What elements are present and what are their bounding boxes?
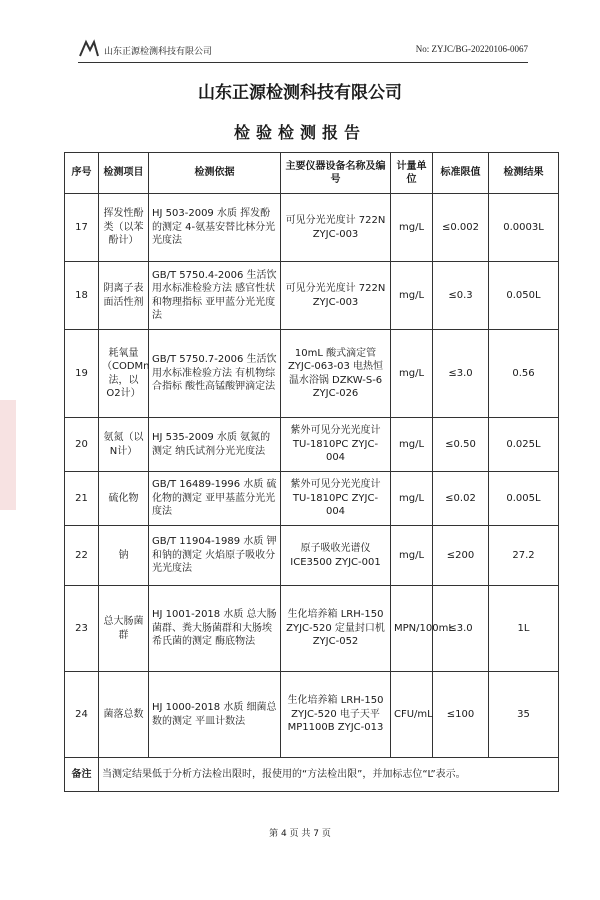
company-logo-icon	[78, 38, 100, 58]
cell-basis: GB/T 5750.4-2006 生活饮用水标准检验方法 感官性状和物理指标 亚甲蓝分光光度法	[149, 262, 281, 330]
cell-seq: 23	[65, 586, 99, 672]
cell-result: 1L	[489, 586, 559, 672]
table-row	[65, 418, 559, 472]
cell-item: 菌落总数	[99, 672, 149, 758]
cell-unit: mg/L	[391, 194, 433, 262]
cell-unit: mg/L	[391, 472, 433, 526]
cell-equipment: 生化培养箱 LRH-150 ZYJC-520 电子天平 MP1100B ZYJC-013	[281, 672, 391, 758]
cell-limit: ≤3.0	[433, 586, 489, 672]
table-row	[65, 586, 559, 672]
cell-equipment: 原子吸收光谱仪 ICE3500 ZYJC-001	[281, 526, 391, 586]
report-number: No: ZYJC/BG-20220106-0067	[415, 44, 528, 54]
cell-seq: 20	[65, 418, 99, 472]
results-table	[64, 152, 559, 792]
cell-item: 总大肠菌群	[99, 586, 149, 672]
cell-equipment: 紫外可见分光光度计 TU-1810PC ZYJC-004	[281, 472, 391, 526]
cell-seq: 24	[65, 672, 99, 758]
cell-result: 0.005L	[489, 472, 559, 526]
cell-result: 0.025L	[489, 418, 559, 472]
cell-limit: ≤0.002	[433, 194, 489, 262]
cell-result: 27.2	[489, 526, 559, 586]
cell-result: 0.0003L	[489, 194, 559, 262]
cell-seq: 17	[65, 194, 99, 262]
cell-basis: HJ 503-2009 水质 挥发酚的测定 4-氨基安替比林分光光度法	[149, 194, 281, 262]
cell-unit: mg/L	[391, 330, 433, 418]
cell-item: 耗氧量（CODMn法，以O2计）	[99, 330, 149, 418]
cell-item: 氨氮（以N计）	[99, 418, 149, 472]
cell-result: 0.56	[489, 330, 559, 418]
table-header-row	[65, 153, 559, 194]
cell-unit: mg/L	[391, 526, 433, 586]
page-header	[78, 38, 528, 64]
col-header-basis: 检测依据	[149, 153, 281, 194]
report-title: 检验检测报告	[233, 123, 366, 142]
remark-label: 备注	[65, 758, 99, 792]
remark-text: 当测定结果低于分析方法检出限时，报使用的“方法检出限”，并加标志位“L”表示。	[99, 758, 559, 792]
cell-basis: HJ 535-2009 水质 氨氮的测定 纳氏试剂分光光度法	[149, 418, 281, 472]
remark-row	[65, 758, 559, 792]
cell-equipment: 生化培养箱 LRH-150 ZYJC-520 定量封口机 ZYJC-052	[281, 586, 391, 672]
col-header-seq: 序号	[65, 153, 99, 194]
table-row	[65, 672, 559, 758]
cell-unit: CFU/mL	[391, 672, 433, 758]
cell-unit: MPN/100mL	[391, 586, 433, 672]
table-row	[65, 262, 559, 330]
cell-equipment: 紫外可见分光光度计 TU-1810PC ZYJC-004	[281, 418, 391, 472]
cell-limit: ≤0.02	[433, 472, 489, 526]
cell-basis: GB/T 11904-1989 水质 钾和钠的测定 火焰原子吸收分光光度法	[149, 526, 281, 586]
header-company-name: 山东正源检测科技有限公司	[104, 47, 213, 57]
cell-limit: ≤0.3	[433, 262, 489, 330]
table-row	[65, 194, 559, 262]
cell-basis: GB/T 5750.7-2006 生活饮用水标准检验方法 有机物综合指标 酸性高锰酸钾滴定法	[149, 330, 281, 418]
cell-equipment: 可见分光光度计 722N ZYJC-003	[281, 194, 391, 262]
table-row	[65, 330, 559, 418]
col-header-result: 检测结果	[489, 153, 559, 194]
col-header-item: 检测项目	[99, 153, 149, 194]
cell-seq: 18	[65, 262, 99, 330]
cell-item: 钠	[99, 526, 149, 586]
table-row	[65, 526, 559, 586]
cell-limit: ≤100	[433, 672, 489, 758]
cell-unit: mg/L	[391, 418, 433, 472]
col-header-limit: 标准限值	[433, 153, 489, 194]
company-title: 山东正源检测科技有限公司	[198, 83, 402, 103]
col-header-equipment: 主要仪器设备名称及编号	[281, 153, 391, 194]
seal-stamp-edge	[0, 400, 16, 510]
cell-limit: ≤200	[433, 526, 489, 586]
col-header-unit: 计量单位	[391, 153, 433, 194]
cell-basis: GB/T 16489-1996 水质 硫化物的测定 亚甲基蓝分光光度法	[149, 472, 281, 526]
cell-limit: ≤3.0	[433, 330, 489, 418]
cell-limit: ≤0.50	[433, 418, 489, 472]
cell-item: 硫化物	[99, 472, 149, 526]
cell-item: 阴离子表面活性剂	[99, 262, 149, 330]
cell-item: 挥发性酚类（以苯酚计）	[99, 194, 149, 262]
cell-equipment: 可见分光光度计 722N ZYJC-003	[281, 262, 391, 330]
cell-unit: mg/L	[391, 262, 433, 330]
table-row	[65, 472, 559, 526]
cell-result: 35	[489, 672, 559, 758]
cell-basis: HJ 1000-2018 水质 细菌总数的测定 平皿计数法	[149, 672, 281, 758]
page-number: 第 4 页 共 7 页	[269, 829, 331, 839]
cell-equipment: 10mL 酸式滴定管 ZYJC-063-03 电热恒温水浴锅 DZKW-S-6 ZYJC-026	[281, 330, 391, 418]
cell-seq: 22	[65, 526, 99, 586]
cell-basis: HJ 1001-2018 水质 总大肠菌群、粪大肠菌群和大肠埃希氏菌的测定 酶底物法	[149, 586, 281, 672]
header-divider	[78, 62, 528, 63]
cell-seq: 19	[65, 330, 99, 418]
cell-seq: 21	[65, 472, 99, 526]
cell-result: 0.050L	[489, 262, 559, 330]
